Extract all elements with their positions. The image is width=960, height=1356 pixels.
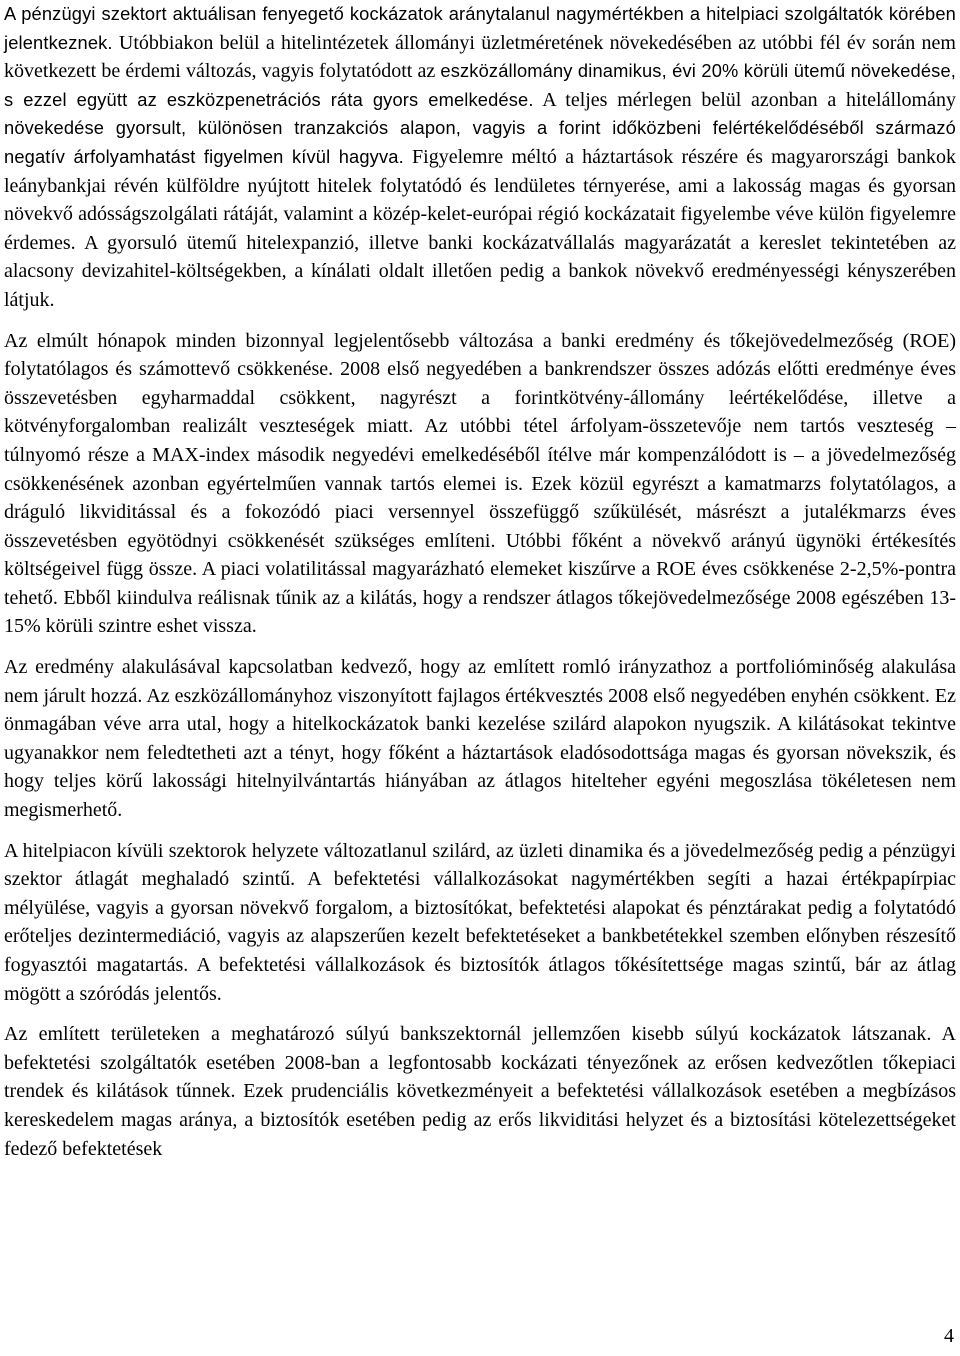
paragraph-1-segment-3: eszközállomány dinamikus, évi 20% körüli ütemű növekedése, s ezzel együtt az eszközpenetrációs ráta gyors emelkedése. [4, 60, 956, 110]
paragraph-4-text: A hitelpiacon kívüli szektorok helyzete változatlanul szilárd, az üzleti dinamika és a jövedelmezőség pedig a pénzügyi szektor átlagát meghaladó szintű. A befektetési vállalkozásokat nagymértékben segíti a hazai értékpapírpiac mélyülése, vagyis a gyorsan növekvő forgalom, a biztosítókat, befektetési alapokat és pénztárakat pedig a folytatódó erőteljes dezintermediáció, vagyis az alapszerűen kezelt befektetéseket a bankbetétekkel szemben előnyben részesítő fogyasztói magatartás. A befektetési vállalkozások és biztosítók átlagos tőkésítettsége magas szintű, bár az átlag mögött a szóródás jelentős. [4, 839, 956, 1005]
paragraph-1-segment-2: Utóbbiakon belül a hitelintézetek állományi üzletméretének növekedésében az utóbbi fél év során nem következett be érdemi változás, vagyis folytatódott az [4, 31, 956, 83]
paragraph-5 [4, 1020, 956, 1163]
paragraph-3-text: Az eredmény alakulásával kapcsolatban kedvező, hogy az említett romló irányzathoz a portfolióminőség alakulása nem járult hozzá. Az eszközállományhoz viszonyított fajlagos értékvesztés 2008 első negyedében enyhén csökkent. Ez önmagában véve arra utal, hogy a hitelkockázatok banki kezelése szilárd alapokon nyugszik. A kilátásokat tekintve ugyanakkor nem feledtetheti azt a tényt, hogy főként a háztartások eladósodottsága magas és gyorsan növekszik, és hogy teljes körű lakossági hitelnyilvántartás hiányában az átlagos hitelteher egyéni megoszlása tökéletesen nem megismerhető. [4, 656, 956, 822]
paragraph-1 [4, 0, 956, 315]
paragraph-2-text: Az elmúlt hónapok minden bizonnyal legjelentősebb változása a banki eredmény és tőkejövedelmezőség (ROE) folytatólagos és számottevő csökkenése. 2008 első negyedében a bankrendszer összes adózás előtti eredménye éves összevetésben egyharmaddal csökkent, nagyrészt a forintkötvény-állomány leértékelődése, illetve a kötvényforgalomban realizált veszteségek miatt. Az utóbbi tétel árfolyam-összetevője nem tartós veszteség – túlnyomó része a MAX-index második negyedévi emelkedéséből ítélve már kompenzálódott is – a jövedelmezőség csökkenésének azonban egyértelműen vannak tartós elemei is. Ezek közül egyrészt a kamatmarzs folytatólagos, a dráguló likviditással és a fokozódó piaci versennyel összefüggő szűkülését, másrészt a jutalékmarzs éves összevetésben egyötödnyi csökkenését szükséges említeni. Utóbbi főként a növekvő arányú ügynöki értékesítés költségeivel függ össze. A piaci volatilitással magyarázható elemeket kiszűrve a ROE éves csökkenése 2-2,5%-pontra tehető. Ebből kiindulva reálisnak tűnik az a kilátás, hogy a rendszer átlagos tőkejövedelmezősége 2008 egészében 13-15% körüli szintre eshet vissza. [4, 329, 956, 638]
paragraph-1-segment-5: növekedése gyorsult, különösen tranzakciós alapon, vagyis a forint időközbeni felértékelődéséből származó negatív árfolyamhatást figyelmen kívül hagyva. [4, 117, 956, 167]
paragraph-5-text: Az említett területeken a meghatározó súlyú bankszektornál jellemzően kisebb súlyú kockázatok látszanak. A befektetési szolgáltatók esetében 2008-ban a legfontosabb kockázati tényezőnek az erősen kedvezőtlen tőkepiaci trendek és kilátások tűnnek. Ezek prudenciális következményeit a befektetési vállalkozások esetében a megbízásos kereskedelem magas aránya, a biztosítók esetében pedig az erős likviditási helyzet és a biztosítási kötelezettségeket fedező befektetések [4, 1023, 956, 1160]
paragraph-1-segment-4: A teljes mérlegen belül azonban a hitelállomány [533, 88, 956, 111]
paragraph-1-segment-6: Figyelemre méltó a háztartások részére és magyarországi bankok leánybankjai révén külföldre nyújtott hitelek folytatódó és lendületes térnyerése, ami a lakosság magas és gyorsan növekvő adósságszolgálati rátáját, valamint a közép-kelet-európai régió kockázatait figyelembe véve külön figyelemre érdemes. A gyorsuló ütemű hitelexpanzió, illetve banki kockázatvállalás magyarázatát a kereslet tekintetében az alacsony devizahitel-költségekben, a kínálati oldalt illetően pedig a bankok növekvő eredményességi kényszerében látjuk. [4, 145, 956, 311]
paragraph-2 [4, 327, 956, 642]
page-number: 4 [944, 1325, 954, 1347]
paragraph-3 [4, 653, 956, 825]
document-page [4, 0, 956, 1175]
paragraph-4 [4, 837, 956, 1009]
paragraph-1-segment-1: A pénzügyi szektort aktuálisan fenyegető kockázatok aránytalanul nagymértékben a hitelpiaci szolgáltatók körében jelentkeznek. [4, 3, 956, 53]
